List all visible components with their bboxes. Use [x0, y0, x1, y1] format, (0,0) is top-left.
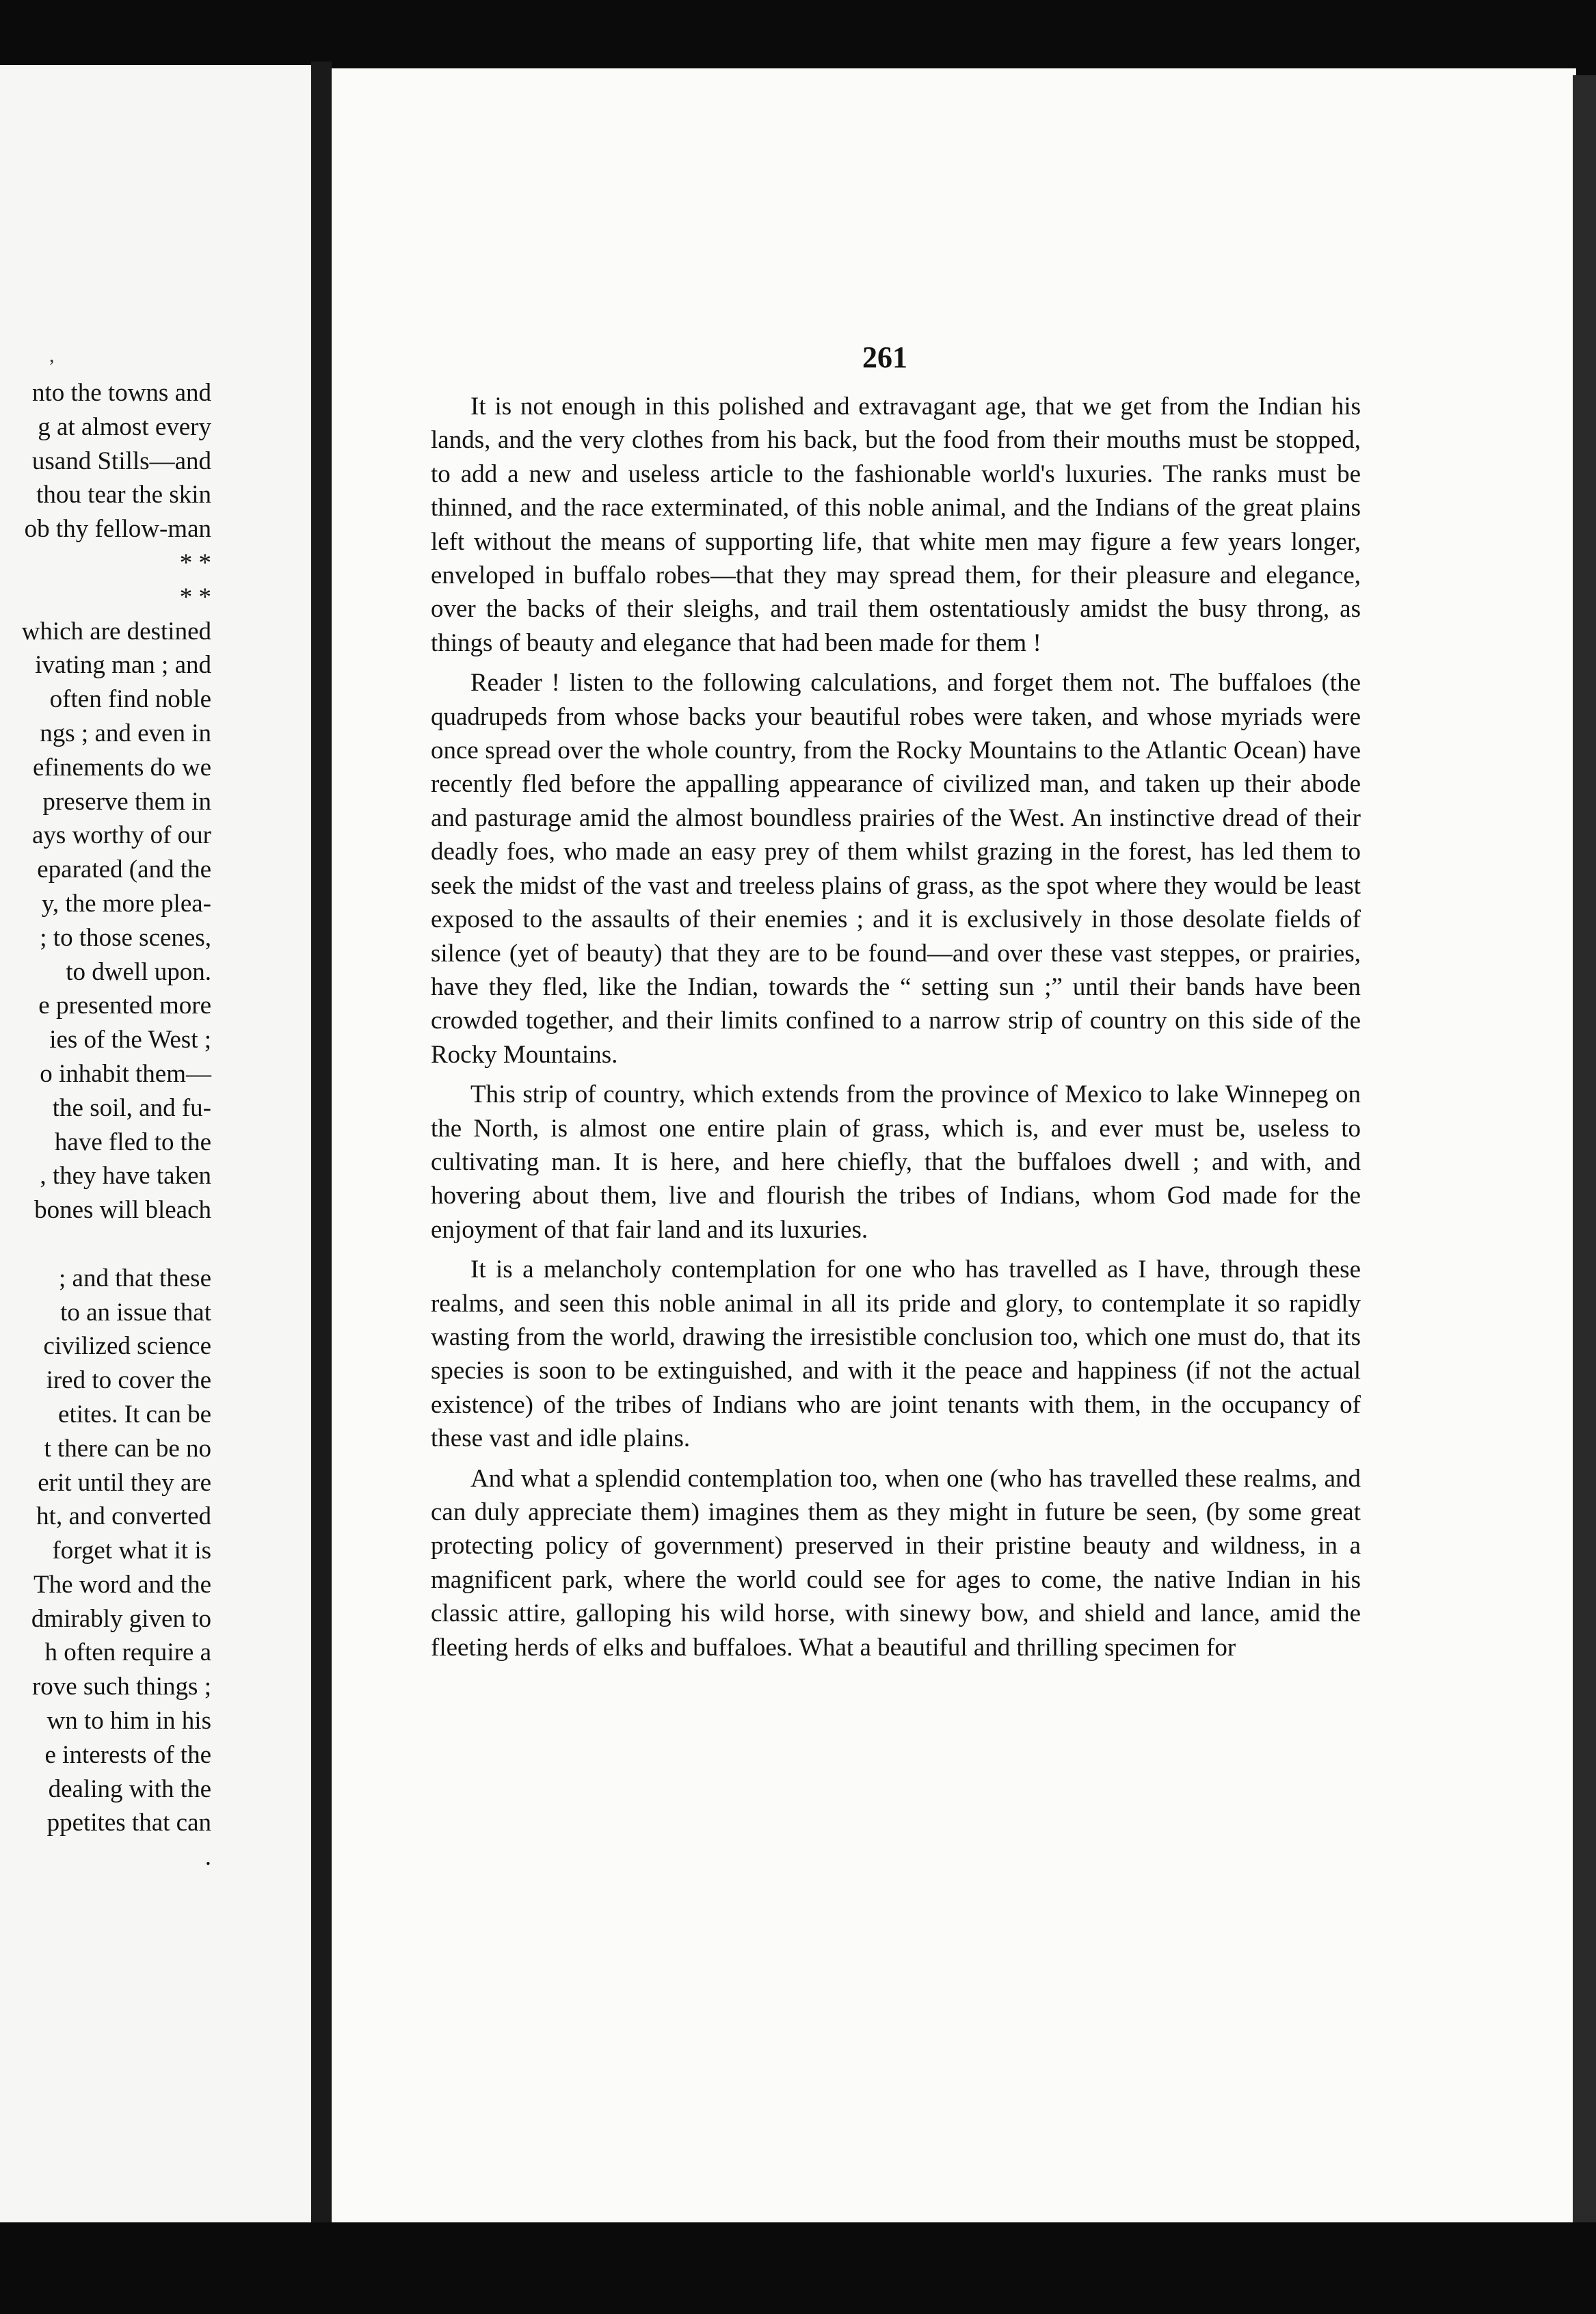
- left-page-line: g at almost every: [38, 412, 211, 441]
- left-page-line: nto the towns and: [31, 379, 211, 407]
- left-page-line: forget what it is: [52, 1537, 211, 1565]
- left-page-line: which are destined: [21, 617, 211, 646]
- left-page-line: ngs ; and even in: [40, 719, 211, 747]
- left-page-line: to an issue that: [60, 1298, 211, 1327]
- left-page-line: [0, 1227, 211, 1262]
- left-page-line: , they have taken: [40, 1162, 211, 1191]
- left-page-line: y, the more plea-: [41, 889, 211, 918]
- left-page-line: * *: [179, 583, 211, 611]
- left-page-line: etites. It can be: [58, 1400, 211, 1428]
- left-page-line: eparated (and the: [37, 855, 211, 884]
- left-page-line: o inhabit them—: [40, 1059, 211, 1088]
- left-page-line: efinements do we: [33, 753, 211, 782]
- left-page-line: have fled to the: [54, 1128, 211, 1156]
- left-page-line: erit until they are: [38, 1468, 211, 1497]
- scan-border-right: [1573, 75, 1596, 2222]
- left-page-line: ob thy fellow-man: [24, 515, 211, 544]
- left-page-line: h often require a: [44, 1638, 211, 1667]
- left-page-line: often find noble: [49, 685, 211, 714]
- left-page-line: * *: [179, 548, 211, 577]
- left-page-line: to dwell upon.: [66, 957, 211, 986]
- left-page-line: dealing with the: [48, 1774, 211, 1803]
- paragraph-2: Reader ! listen to the following calculations, and forget them not. The buffaloes (the quadrupeds from whose backs your beautiful robes were taken, and whose myriads were once spread over the whole country, from the Rocky Mountains to the Atlantic Ocean) have recently fled before the appalling appearance of civilized man, and taken up their abode and pasturage amid the almost boundless prairies of the West. An instinctive dread of their deadly foes, who made an easy prey of them whilst grazing in the forest, has led them to seek the midst of the vast and treeless plains of grass, as the spot where they would be least exposed to the assaults of their enemies ; and it is exclusively in those desolate fields of silence (yet of beauty) that they are to be found—and over these vast steppes, or prairies, have they fled, like the Indian, towards the “ setting sun ;” until their bands have been crowded together, and their limits confined to a narrow strip of country on this side of the Rocky Mountains.: [431, 669, 1361, 1069]
- left-page-line: the soil, and fu-: [52, 1093, 211, 1122]
- scan-border-top: [0, 0, 1596, 75]
- scan-border-bottom: [0, 2222, 1596, 2314]
- left-page-text: [0, 376, 211, 1874]
- left-page-line: ht, and converted: [36, 1502, 211, 1531]
- left-page-line: rove such things ;: [31, 1673, 211, 1701]
- left-page-line: civilized science: [43, 1332, 211, 1361]
- left-page-line: thou tear the skin: [36, 481, 211, 509]
- paragraph-5: And what a splendid contemplation too, when one (who has travelled these realms, and can duly appreciate them) imagines them as they might in future be seen, (by some great protecting policy of government) preserved in their pristine beauty and wildness, in a magnificent park, where the world could see for ages to come, the native Indian in his classic attire, galloping his wild horse, with sinewy bow, and shield and lance, amid the fleeting herds of elks and buffaloes. What a beautiful and thrilling specimen for: [431, 1464, 1361, 1662]
- stray-mark: ,: [49, 344, 55, 367]
- left-page-line: ivating man ; and: [35, 651, 211, 680]
- left-page-line: ; to those scenes,: [40, 923, 211, 952]
- page-number: 261: [862, 341, 907, 374]
- left-page-line: bones will bleach: [34, 1196, 211, 1225]
- paragraph-1: It is not enough in this polished and extravagant age, that we get from the Indian his lands, and the very clothes from his back, but the food from their mouths must be stopped, to add a new and useless article to the fashionable world's luxuries. The ranks must be thinned, and the race exterminated, of this noble animal, and the Indians of the great plains left without the means of supporting life, that white men may figure a few years longer, enveloped in buffalo robes—that they may spread them, for their pleasure and elegance, over the backs of their sleighs, and trail them ostentatiously amidst the busy throng, as things of beauty and elegance that had been made for them !: [431, 393, 1361, 657]
- left-page-line: wn to him in his: [46, 1707, 211, 1736]
- left-page-line: ies of the West ;: [49, 1026, 211, 1054]
- left-page-line: usand Stills—and: [31, 447, 211, 475]
- left-page-line: .: [204, 1843, 211, 1872]
- left-page-line: ppetites that can: [46, 1809, 211, 1837]
- paragraph-3: This strip of country, which extends from the province of Mexico to lake Winnepeg on the North, is almost one entire plain of grass, which is, and ever must be, useless to cultivating man. It is here, and here chiefly, that the buffaloes dwell ; and with, and hovering about them, live and flourish the tribes of Indians, whom God made for the enjoyment of that fair land and its luxuries.: [431, 1080, 1361, 1244]
- left-page-line: ; and that these: [59, 1264, 211, 1292]
- left-page-line: t there can be no: [44, 1434, 211, 1463]
- left-page-line: The word and the: [34, 1570, 211, 1599]
- left-page-line: ays worthy of our: [31, 821, 211, 850]
- left-page-line: e interests of the: [44, 1740, 211, 1769]
- left-page-line: e presented more: [38, 992, 211, 1020]
- left-page-line: ired to cover the: [46, 1366, 211, 1395]
- left-page: [0, 65, 311, 2226]
- paragraph-4: It is a melancholy contemplation for one who has travelled as I have, through these realms, and seen this noble animal in all its pride and glory, to contemplate it so rapidly wasting from the world, drawing the irresistible conclusion too, which one must do, that its species is soon to be extinguished, and with it the peace and happiness (if not the actual existence) of the tribes of Indians who are joint tenants with them, in the occupancy of these vast and idle plains.: [431, 1255, 1361, 1453]
- left-page-line: preserve them in: [42, 787, 211, 816]
- body-text: [431, 390, 1361, 1671]
- book-gutter: [311, 62, 332, 2229]
- left-page-line: dmirably given to: [31, 1604, 211, 1633]
